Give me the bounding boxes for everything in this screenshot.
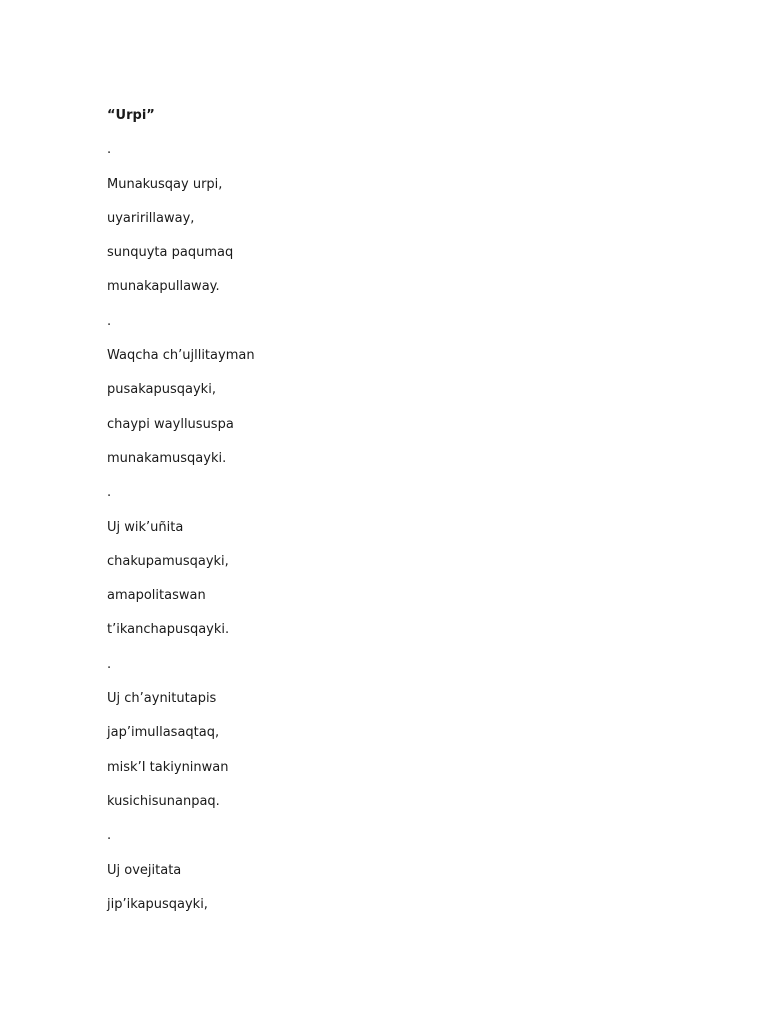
stanza-separator: . — [107, 485, 112, 501]
poem-line: amapolitaswan — [107, 588, 206, 604]
poem-line: sunquyta paqumaq — [107, 245, 234, 261]
poem-line: pusakapusqayki, — [107, 382, 216, 398]
stanza-separator: . — [107, 656, 112, 672]
poem-line: kusichisunanpaq. — [107, 793, 220, 809]
poem-line: Uj ovejitata — [107, 862, 182, 878]
poem-line: Uj ch’aynitutapis — [107, 691, 217, 707]
poem-line: Munakusqay urpi, — [107, 176, 223, 192]
poem-body — [107, 106, 255, 929]
stanza-separator: . — [107, 142, 112, 158]
stanza-separator: . — [107, 313, 112, 329]
poem-line: t’ikanchapusqayki. — [107, 622, 230, 638]
stanza-separator: . — [107, 828, 112, 844]
poem-line: jip’ikapusqayki, — [107, 896, 208, 912]
poem-line: misk’I takiyninwan — [107, 759, 229, 775]
poem-line: chaypi wayllususpa — [107, 416, 234, 432]
poem-line: chakupamusqayki, — [107, 553, 229, 569]
poem-line: Uj wik’uñita — [107, 519, 184, 535]
poem-line: uyaririllaway, — [107, 210, 195, 226]
poem-line: jap’imullasaqtaq, — [107, 725, 220, 741]
poem-line: Waqcha ch’ujllitayman — [107, 348, 255, 364]
poem-line: munakapullaway. — [107, 279, 220, 295]
poem-line: munakamusqayki. — [107, 450, 227, 466]
poem-title: “Urpi” — [107, 108, 155, 123]
